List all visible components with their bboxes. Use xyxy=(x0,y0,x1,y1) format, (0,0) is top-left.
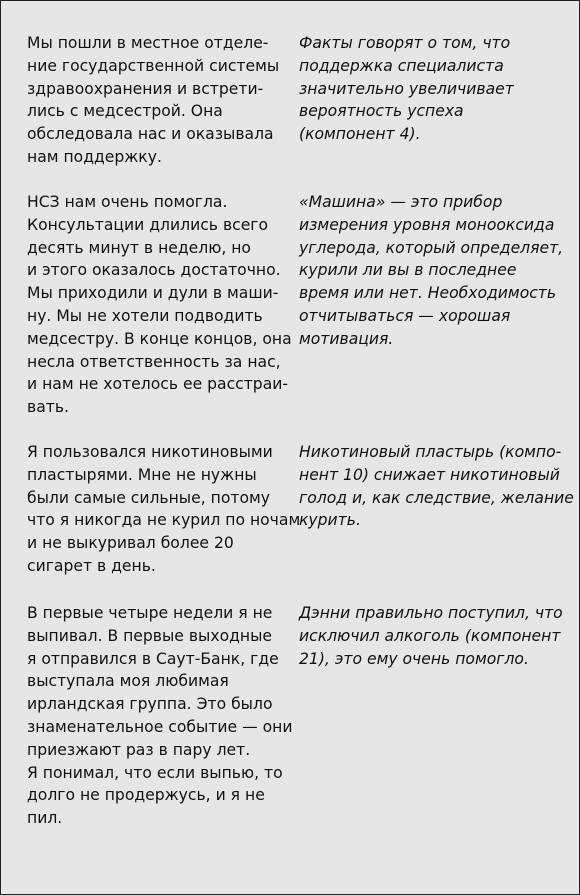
text-line: (компонент 4). xyxy=(299,125,421,144)
text-line: курили ли вы в последнее xyxy=(299,261,517,280)
text-line: и этого оказалось достаточно. xyxy=(27,261,281,280)
text-line: сигарет в день. xyxy=(27,556,156,575)
text-line: обследовала нас и оказывала xyxy=(27,125,274,144)
text-line: курить. xyxy=(299,511,361,530)
story-text-3 xyxy=(27,441,301,578)
text-line: время или нет. Необходимость xyxy=(299,284,557,303)
text-line: измерения уровня монооксида xyxy=(299,215,555,234)
text-line: углерода, который определяет, xyxy=(299,238,564,257)
story-text-4 xyxy=(27,602,293,830)
text-line: пил. xyxy=(27,809,63,828)
text-line: Никотиновый пластырь (компо- xyxy=(299,443,562,461)
text-line: исключил алкоголь (компонент xyxy=(299,626,561,645)
commentary-text-3 xyxy=(299,441,574,532)
commentary-text-4 xyxy=(299,602,561,670)
text-line: вероятность успеха xyxy=(299,102,464,121)
text-line: Мы пошли в местное отделе- xyxy=(27,34,269,52)
text-line: пластырями. Мне не нужны xyxy=(27,465,257,484)
text-line: мотивация. xyxy=(299,329,394,348)
text-line: что я никогда не курил по ночам xyxy=(27,511,301,530)
text-line: выпивал. В первые выходные xyxy=(27,626,273,645)
text-line: нам поддержку. xyxy=(27,147,162,166)
commentary-text-1 xyxy=(299,32,561,146)
commentary-text-2 xyxy=(299,191,564,351)
text-line: Я пользовался никотиновыми xyxy=(27,443,273,461)
story-text-2 xyxy=(27,191,292,419)
text-line: ну. Мы не хотели подводить xyxy=(27,306,263,325)
text-line: знаменательное событие — они xyxy=(27,717,293,736)
text-line: отчитываться — хорошая xyxy=(299,306,511,325)
text-line: Мы приходили и дули в маши- xyxy=(27,284,279,303)
text-line: нент 10) снижает никотиновый xyxy=(299,465,560,484)
text-line: значительно увеличивает xyxy=(299,79,514,98)
text-line: поддержка специалиста xyxy=(299,56,504,75)
text-line: долго не продержусь, и я не xyxy=(27,786,265,805)
text-line: НСЗ нам очень помогла. xyxy=(27,193,228,211)
story-text-1 xyxy=(27,32,280,169)
text-line: приезжают раз в пару лет. xyxy=(27,740,251,759)
text-line: вать. xyxy=(27,398,69,417)
text-line: здравоохранения и встрети- xyxy=(27,79,264,98)
text-line: 21), это ему очень помогло. xyxy=(299,649,529,668)
text-line: ние государственной системы xyxy=(27,56,280,75)
text-line: и не выкуривал более 20 xyxy=(27,534,234,553)
text-line: Факты говорят о том, что xyxy=(299,34,511,52)
text-line: В первые четыре недели я не xyxy=(27,604,273,622)
text-line: несла ответственность за нас, xyxy=(27,352,281,371)
text-line: «Машина» — это прибор xyxy=(299,193,503,211)
text-line: ирландская группа. Это было xyxy=(27,695,273,714)
text-line: Дэнни правильно поступил, что xyxy=(299,604,563,622)
text-line: были самые сильные, потому xyxy=(27,488,270,507)
text-line: голод и, как следствие, желание xyxy=(299,488,574,507)
text-line: десять минут в неделю, но xyxy=(27,238,251,257)
text-line: я отправился в Саут-Банк, где xyxy=(27,649,279,668)
text-line: Консультации длились всего xyxy=(27,215,269,234)
text-line: лись с медсестрой. Она xyxy=(27,102,223,121)
text-line: медсестру. В конце концов, она xyxy=(27,329,292,348)
text-line: и нам не хотелось ее расстраи- xyxy=(27,375,289,394)
text-line: выступала моя любимая xyxy=(27,672,229,691)
text-line: Я понимал, что если выпью, то xyxy=(27,763,283,782)
